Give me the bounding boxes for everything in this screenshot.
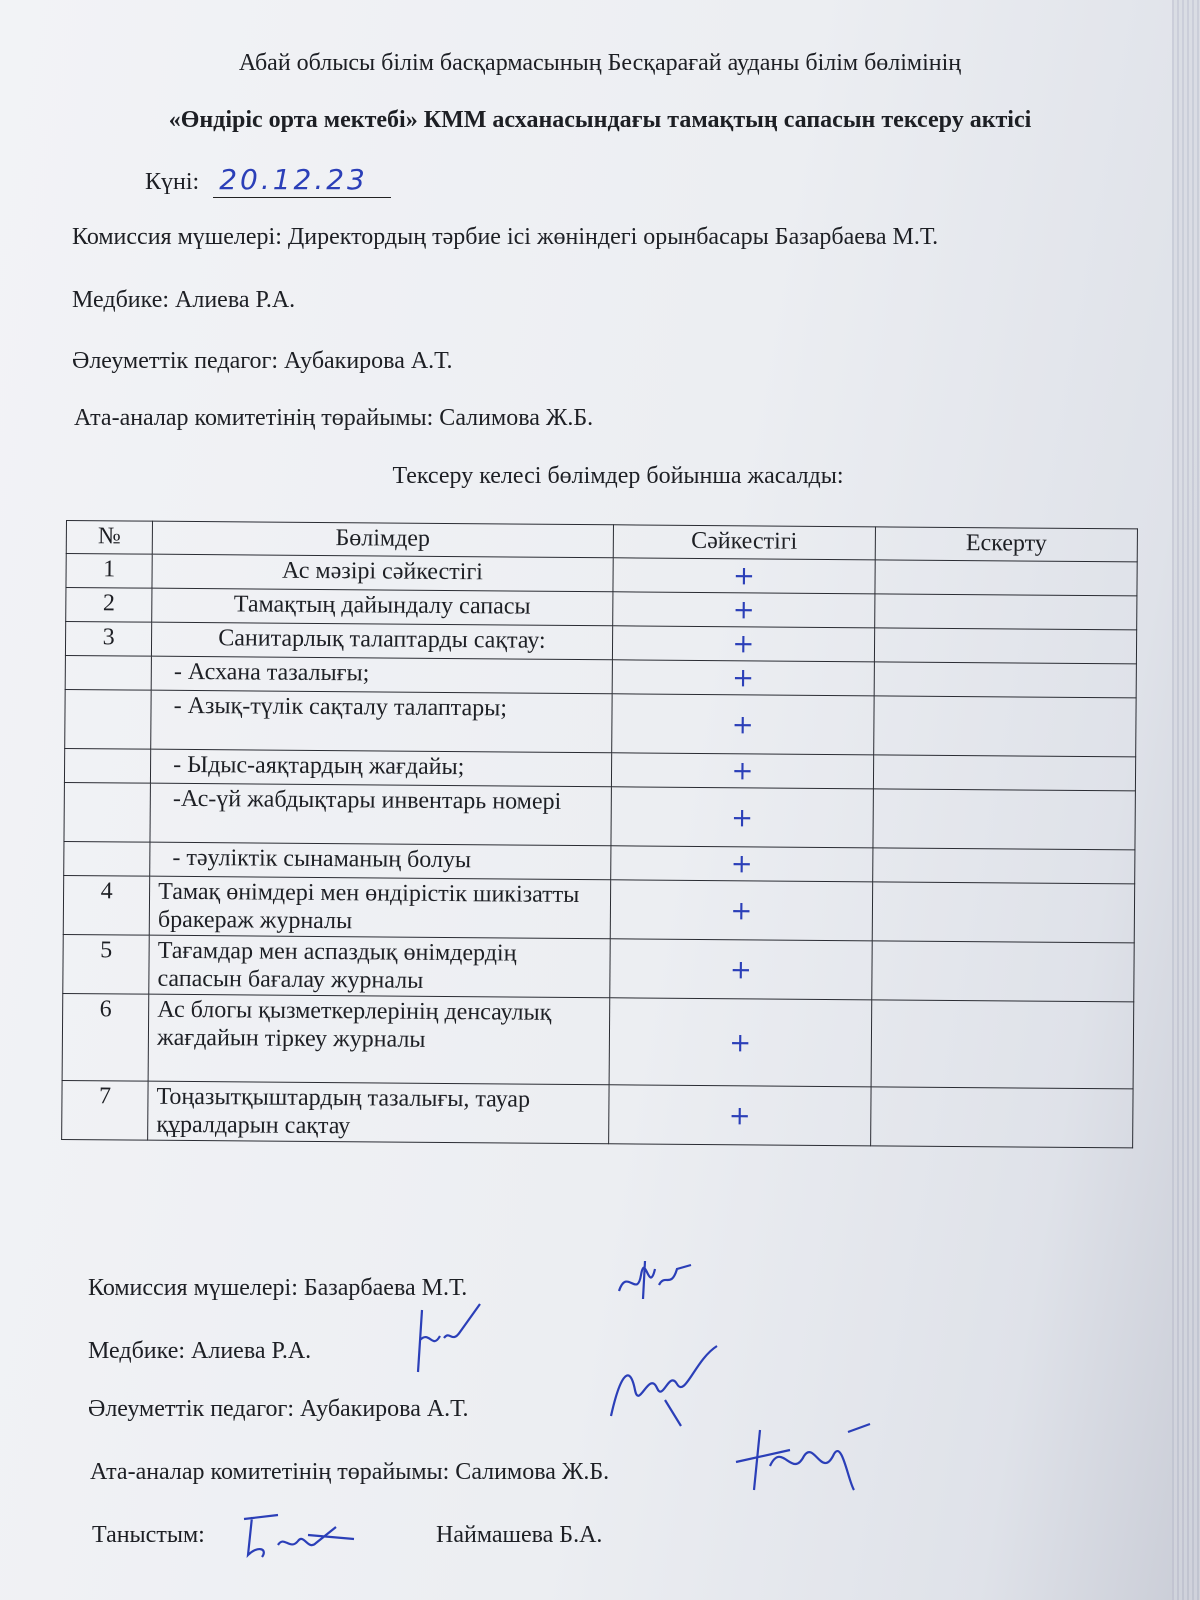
- signature-commission: [615, 1255, 695, 1305]
- signature-nurse: [410, 1300, 490, 1380]
- table-row: 1 Ас мәзірі сәйкестігі +: [66, 554, 1137, 596]
- header-line-2: «Өндіріс орта мектебі» КММ асханасындағы тамақтың сапасын тексеру актісі: [168, 107, 1032, 133]
- date-value: 20.12.23: [219, 163, 368, 196]
- plus-mark: +: [731, 802, 754, 833]
- plus-mark: +: [728, 1100, 751, 1131]
- nurse: Медбике: Алиева Р.А.: [72, 287, 296, 313]
- table-row: 4 Тамақ өнімдері мен өндірістік шикізатты бракераж журналы +: [63, 875, 1134, 942]
- paper-stack-edge: [1172, 0, 1200, 1600]
- sig-social-line: Әлеуметтік педагог: Аубакирова А.Т.: [88, 1396, 469, 1422]
- table-row: 2 Тамақтың дайындалу сапасы +: [66, 588, 1137, 630]
- table-row: - Азық-түлік сақталу талаптары; +: [65, 689, 1136, 756]
- table-row: - Ыдыс-аяқтардың жағдайы; +: [64, 748, 1135, 790]
- plus-mark: +: [732, 595, 755, 626]
- date-field: [213, 165, 391, 198]
- commission-members: Комиссия мүшелері: Директордың тәрбие ісі жөніндегі орынбасары Базарбаева М.Т.: [72, 224, 939, 250]
- table-row: - Асхана тазалығы; +: [65, 655, 1136, 697]
- col-header-section: Бөлімдер: [152, 521, 613, 558]
- table-row: 7 Тоңазытқыштардың тазалығы, тауар құралдарын сақтау +: [62, 1080, 1133, 1147]
- header-line-1: Абай облысы білім басқармасының Бесқарағай ауданы білім бөлімінің: [238, 50, 962, 76]
- plus-mark: +: [732, 663, 755, 694]
- plus-mark: +: [729, 954, 752, 985]
- inspection-table: [61, 520, 1138, 1148]
- date-row: [145, 165, 391, 198]
- sig-acquainted-name: Наймашева Б.А.: [436, 1522, 603, 1548]
- signature-parents: [730, 1420, 880, 1505]
- table-row: -Ас-үй жабдықтары инвентарь номері +: [64, 782, 1135, 849]
- col-header-compliance: Сәйкестігі: [613, 525, 876, 560]
- plus-mark: +: [731, 756, 754, 787]
- plus-mark: +: [730, 849, 753, 880]
- plus-mark: +: [732, 561, 755, 592]
- plus-mark: +: [731, 709, 754, 740]
- sig-acquainted-label: Таныстым:: [92, 1522, 205, 1548]
- date-label: Күні:: [145, 169, 200, 195]
- parents-committee-chair: Ата-аналар комитетінің төрайымы: Салимова Ж.Б.: [74, 405, 594, 431]
- table-row: - тәуліктік сынаманың болуы +: [64, 841, 1135, 883]
- col-header-number: №: [66, 521, 152, 555]
- table-row: 3 Санитарлық талаптарды сақтау: +: [65, 622, 1136, 664]
- plus-mark: +: [732, 629, 755, 660]
- signature-acquainted: [238, 1505, 358, 1565]
- plus-mark: +: [729, 1027, 752, 1058]
- table-row: 5 Тағамдар мен аспаздық өнімдердің сапасын бағалау журналы +: [63, 934, 1134, 1001]
- col-header-note: Ескерту: [875, 527, 1137, 562]
- social-pedagogue: Әлеуметтік педагог: Аубакирова А.Т.: [72, 348, 453, 374]
- plus-mark: +: [730, 895, 753, 926]
- check-intro: Тексеру келесі бөлімдер бойынша жасалды:: [392, 463, 844, 489]
- sig-commission-line: Комиссия мүшелері: Базарбаева М.Т.: [88, 1275, 468, 1301]
- signature-social: [605, 1340, 725, 1430]
- sig-parents-line: Ата-аналар комитетінің төрайымы: Салимова Ж.Б.: [90, 1459, 610, 1485]
- table-row: 6 Ас блогы қызметкерлерінің денсаулық жағдайын тіркеу журналы +: [62, 993, 1134, 1088]
- sig-nurse-line: Медбике: Алиева Р.А.: [88, 1338, 312, 1364]
